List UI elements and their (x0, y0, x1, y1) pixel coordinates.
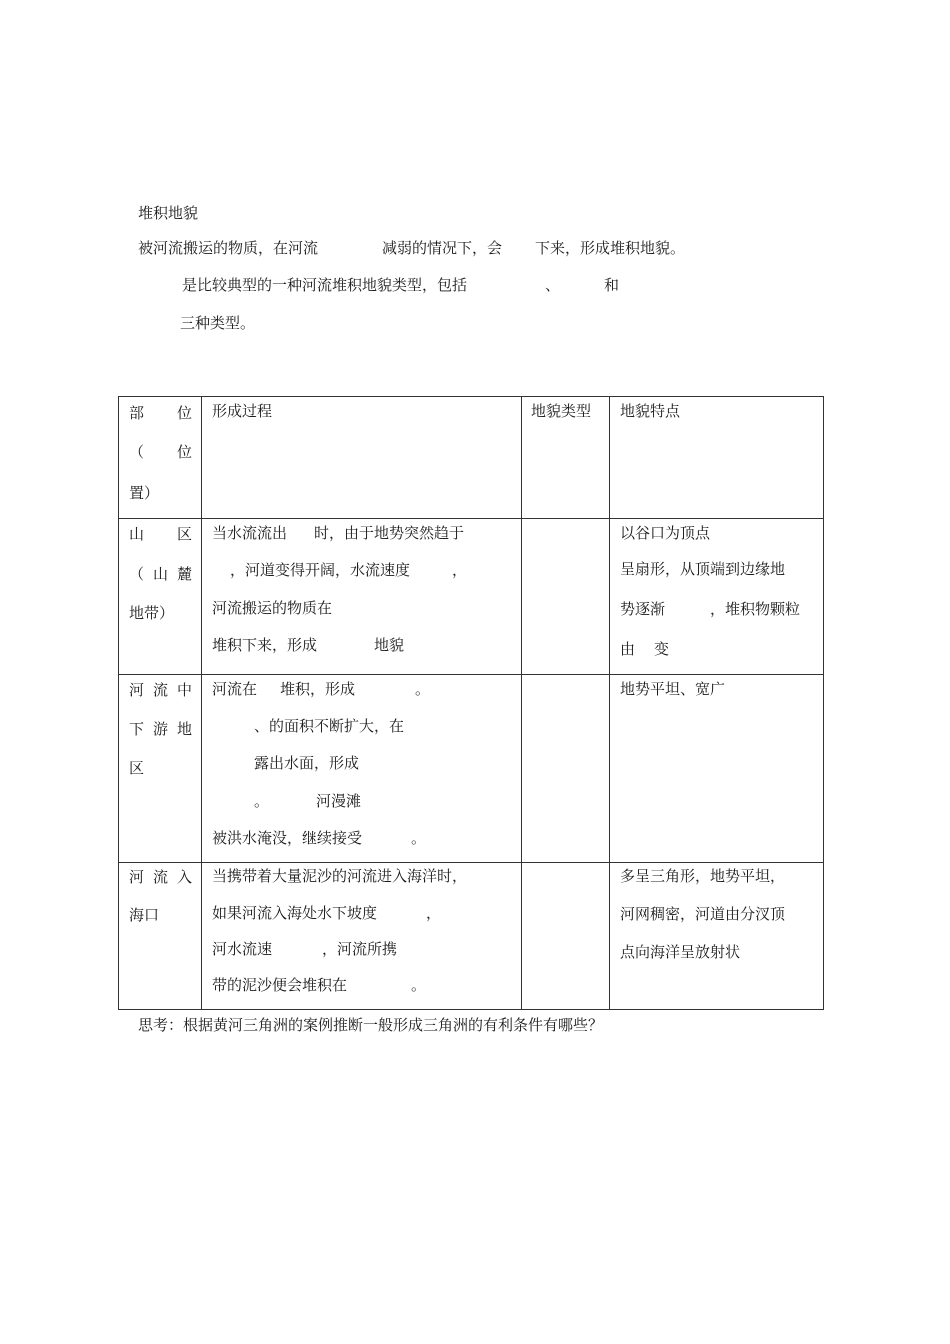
row1-process-cell (202, 519, 522, 675)
row2-feature-text: 地势平坦、宽广 (620, 680, 726, 698)
row3-position-cell (119, 863, 202, 1010)
row1-feature-text: 变 (654, 640, 670, 658)
row1-pos-char: 麓 (176, 565, 192, 583)
row2-pos-char: 下 (129, 720, 145, 738)
row2-process-text: 堆积，形成 (280, 680, 356, 698)
row1-pos-char: 地带） (129, 604, 175, 622)
header-features-cell (610, 397, 824, 519)
row1-feature-text: 以谷口为顶点 (620, 524, 711, 542)
para1-part-b: 减弱的情况下，会 (382, 239, 503, 257)
header-type: 地貌类型 (531, 402, 592, 420)
row1-feature-text: 势逐渐 (620, 600, 666, 618)
header-pos-char: 置） (129, 484, 160, 502)
row3-pos-char: 海口 (129, 906, 160, 924)
row2-process-text: 、的面积不断扩大，在 (254, 717, 405, 735)
row2-process-text: 河流在 (212, 680, 258, 698)
table-header-row (119, 397, 824, 519)
row3-features-cell (610, 863, 824, 1010)
row2-pos-char: 地 (176, 720, 192, 738)
row3-process-text: ，河流所携 (322, 940, 398, 958)
row2-process-text: 被洪水淹没，继续接受 (212, 829, 363, 847)
row2-process-text: 。 (254, 792, 270, 810)
row3-pos-char: 流 (152, 868, 168, 886)
row1-process-text: ， (452, 561, 468, 579)
row2-process-text: 。 (415, 680, 431, 698)
row2-pos-char: 流 (152, 681, 168, 699)
row3-process-cell (202, 863, 522, 1010)
row3-process-text: 。 (411, 976, 427, 994)
header-pos-char: （ (129, 443, 145, 461)
para2-part-a: 是比较典型的一种河流堆积地貌类型，包括 (182, 276, 468, 294)
row3-pos-char: 河 (129, 868, 145, 886)
row1-process-text: 河流搬运的物质在 (212, 599, 333, 617)
para1-part-c: 下来，形成堆积地貌。 (535, 239, 686, 257)
row2-process-text: 河漫滩 (316, 792, 362, 810)
row1-type-cell (522, 519, 610, 675)
row1-process-text: ，河道变得开阔，水流速度 (230, 561, 411, 579)
row1-pos-char: 区 (176, 525, 192, 543)
row3-process-text: 如果河流入海处水下坡度 (212, 904, 378, 922)
row1-feature-text: ，堆积物颗粒 (710, 600, 801, 618)
table-row (119, 863, 824, 1010)
row2-pos-char: 游 (152, 720, 168, 738)
table-row (119, 675, 824, 863)
row1-pos-char: 山 (152, 565, 168, 583)
row3-process-text: ， (426, 904, 442, 922)
landform-table (118, 396, 824, 1010)
row2-type-cell (522, 675, 610, 863)
row2-position-cell (119, 675, 202, 863)
row1-process-text: 堆积下来，形成 (212, 636, 318, 654)
row1-feature-text: 呈扇形，从顶端到边缘地 (620, 560, 786, 578)
header-features: 地貌特点 (620, 402, 681, 420)
row2-process-cell (202, 675, 522, 863)
row3-process-text: 河水流速 (212, 940, 273, 958)
row1-features-cell (610, 519, 824, 675)
row3-feature-text: 点向海洋呈放射状 (620, 943, 741, 961)
header-pos-char: 位 (176, 404, 192, 422)
table-row (119, 519, 824, 675)
section-heading: 堆积地貌 (138, 204, 199, 222)
row1-process-text: 当水流流出 (212, 524, 288, 542)
row2-process-text: 。 (411, 829, 427, 847)
row1-pos-char: 山 (129, 525, 145, 543)
row1-pos-char: （ (129, 565, 145, 583)
header-type-cell (522, 397, 610, 519)
header-pos-char: 部 (129, 404, 145, 422)
row3-type-cell (522, 863, 610, 1010)
para2-part-b: 、 (545, 276, 561, 294)
row2-pos-char: 中 (176, 681, 192, 699)
row3-process-text: 带的泥沙便会堆积在 (212, 976, 348, 994)
row1-feature-text: 由 (620, 640, 636, 658)
row3-process-text: 当携带着大量泥沙的河流进入海洋时， (212, 867, 468, 885)
para1-part-a: 被河流搬运的物质，在河流 (138, 239, 319, 257)
row3-pos-char: 入 (176, 868, 192, 886)
row2-pos-char: 区 (129, 759, 145, 777)
row3-feature-text: 多呈三角形，地势平坦， (620, 867, 786, 885)
row2-pos-char: 河 (129, 681, 145, 699)
row1-process-text: 地貌 (374, 636, 405, 654)
row1-position-cell (119, 519, 202, 675)
thinking-question: 思考：根据黄河三角洲的案例推断一般形成三角洲的有利条件有哪些？ (138, 1016, 604, 1034)
row2-features-cell (610, 675, 824, 863)
para2-part-c: 和 (604, 276, 620, 294)
header-process-cell (202, 397, 522, 519)
paragraph-3: 三种类型。 (180, 314, 256, 332)
header-process: 形成过程 (212, 402, 273, 420)
header-pos-char: 位 (176, 443, 192, 461)
header-position-cell (119, 397, 202, 519)
row3-feature-text: 河网稠密，河道由分汊顶 (620, 905, 786, 923)
row2-process-text: 露出水面，形成 (254, 754, 360, 772)
row1-process-text: 时，由于地势突然趋于 (314, 524, 465, 542)
